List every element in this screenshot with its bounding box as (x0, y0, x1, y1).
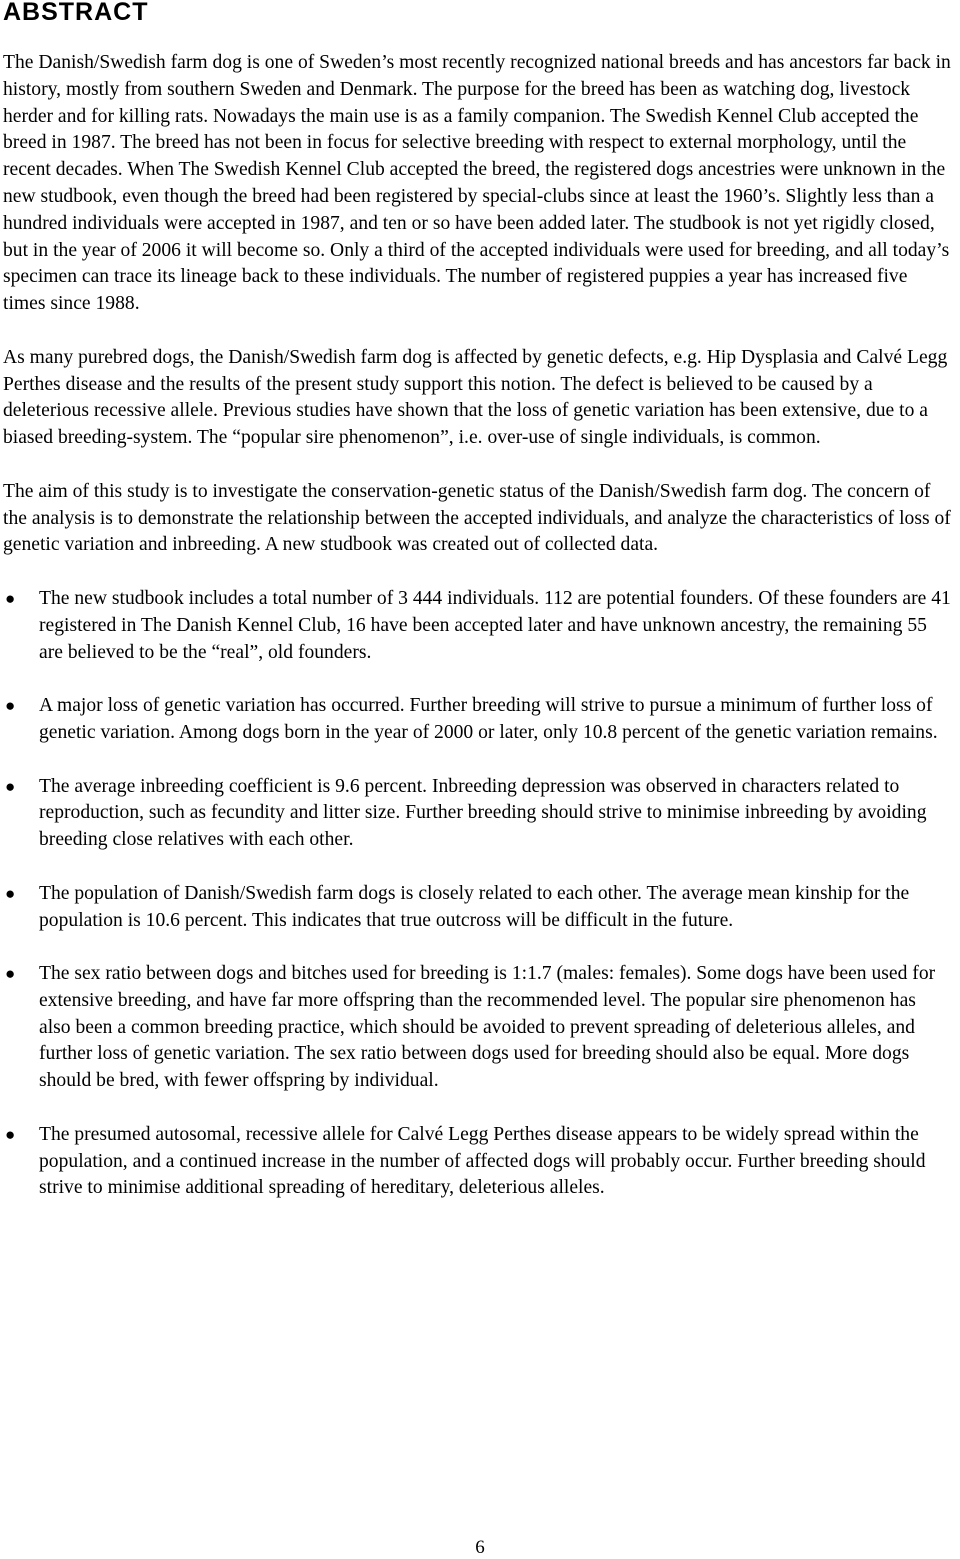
paragraph-study-aim: The aim of this study is to investigate the conservation-genetic status of the Danish/Swedish farm dog. The concern of the analysis is to demonstrate the relationship between the accepted individuals, and analyze the characteristics of loss of genetic variation and inbreeding. A new studbook was created out of collected data. (3, 480, 951, 556)
list-item-text: The population of Danish/Swedish farm dogs is closely related to each other. The average mean kinship for the population is 10.6 percent. This indicates that true outcross will be difficult in the future. (39, 882, 910, 931)
page-number: 6 (475, 1537, 485, 1558)
list-item-text: A major loss of genetic variation has occurred. Further breeding will strive to pursue a minimum of further loss of genetic variation. Among dogs born in the year of 2000 or later, only 10.8 percent of the genetic variation remains. (39, 695, 938, 743)
bullet-icon: ● (5, 883, 16, 903)
list-item-text: The presumed autosomal, recessive allele for Calvé Legg Perthes disease appears to be widely spread within the population, and a continued increase in the number of affected dogs will probably occur. Further breeding should strive to minimise additional spreading of hereditary, deleterious alleles. (39, 1123, 926, 1199)
bullet-icon: ● (5, 696, 16, 716)
list-item (3, 1122, 951, 1202)
list-item-text: The sex ratio between dogs and bitches used for breeding is 1:1.7 (males: females). Some dogs have been used for extensive breeding, and have far more offspring than the recommended level. The popular sire phenomenon has also been a common breeding practice, which should be avoided to prevent spreading of deleterious alleles, and further loss of genetic variation. The sex ratio between dogs used for breeding should also be equal. More dogs should be bred, with fewer offspring by individual. (39, 963, 936, 1092)
list-item (3, 881, 951, 935)
list-item-text: The new studbook includes a total number of 3 444 individuals. 112 are potential founders. Of these founders are 41 registered in The Danish Kennel Club, 16 have been accepted later and have unknown ancestry, the remaining 55 are believed to be the “real”, old founders. (39, 587, 951, 663)
bullet-icon: ● (5, 776, 16, 796)
findings-list (3, 586, 953, 1202)
paragraph-genetic-defects: As many purebred dogs, the Danish/Swedish farm dog is affected by genetic defects, e.g. Hip Dysplasia and Calvé Legg Perthes disease and the results of the present study support this notion. The defect is believed to be caused by a deleterious recessive allele. Previous studies have shown that the loss of genetic variation has been extensive, due to a biased breeding-system. The “popular sire phenomenon”, i.e. over-use of single individuals, is common. (3, 346, 948, 449)
abstract-body (3, 50, 953, 1202)
list-item (3, 774, 951, 854)
list-item (3, 961, 951, 1095)
abstract-heading: ABSTRACT (3, 0, 149, 26)
list-item-text: The average inbreeding coefficient is 9.6 percent. Inbreeding depression was observed in characters related to reproduction, such as fecundity and litter size. Further breeding should strive to minimise inbreeding by avoiding breeding close relatives with each other. (39, 775, 927, 851)
list-item (3, 693, 951, 747)
paragraph-background: The Danish/Swedish farm dog is one of Sweden’s most recently recognized national breeds and has ancestors far back in history, mostly from southern Sweden and Denmark. The purpose for the breed has been as watching dog, livestock herder and for killing rats. Nowadays the main use is as a family companion. The Swedish Kennel Club accepted the breed in 1987. The breed has not been in focus for selective breeding with respect to external morphology, until the recent decades. When The Swedish Kennel Club accepted the breed, the registered dogs ancestries were unknown in the new studbook, even though the breed had been registered by special-clubs since at least the 1960’s. Slightly less than a hundred individuals were accepted in 1987, and ten or so have been added later. The studbook is not yet rigidly closed, but in the year of 2006 it will become so. Only a third of the accepted individuals were used for breeding, and all today’s specimen can trace its lineage back to these individuals. The number of registered puppies a year has increased five times since 1988. (3, 52, 951, 315)
list-item (3, 586, 951, 666)
bullet-icon: ● (5, 964, 16, 984)
bullet-icon: ● (5, 1124, 16, 1144)
bullet-icon: ● (5, 588, 16, 608)
